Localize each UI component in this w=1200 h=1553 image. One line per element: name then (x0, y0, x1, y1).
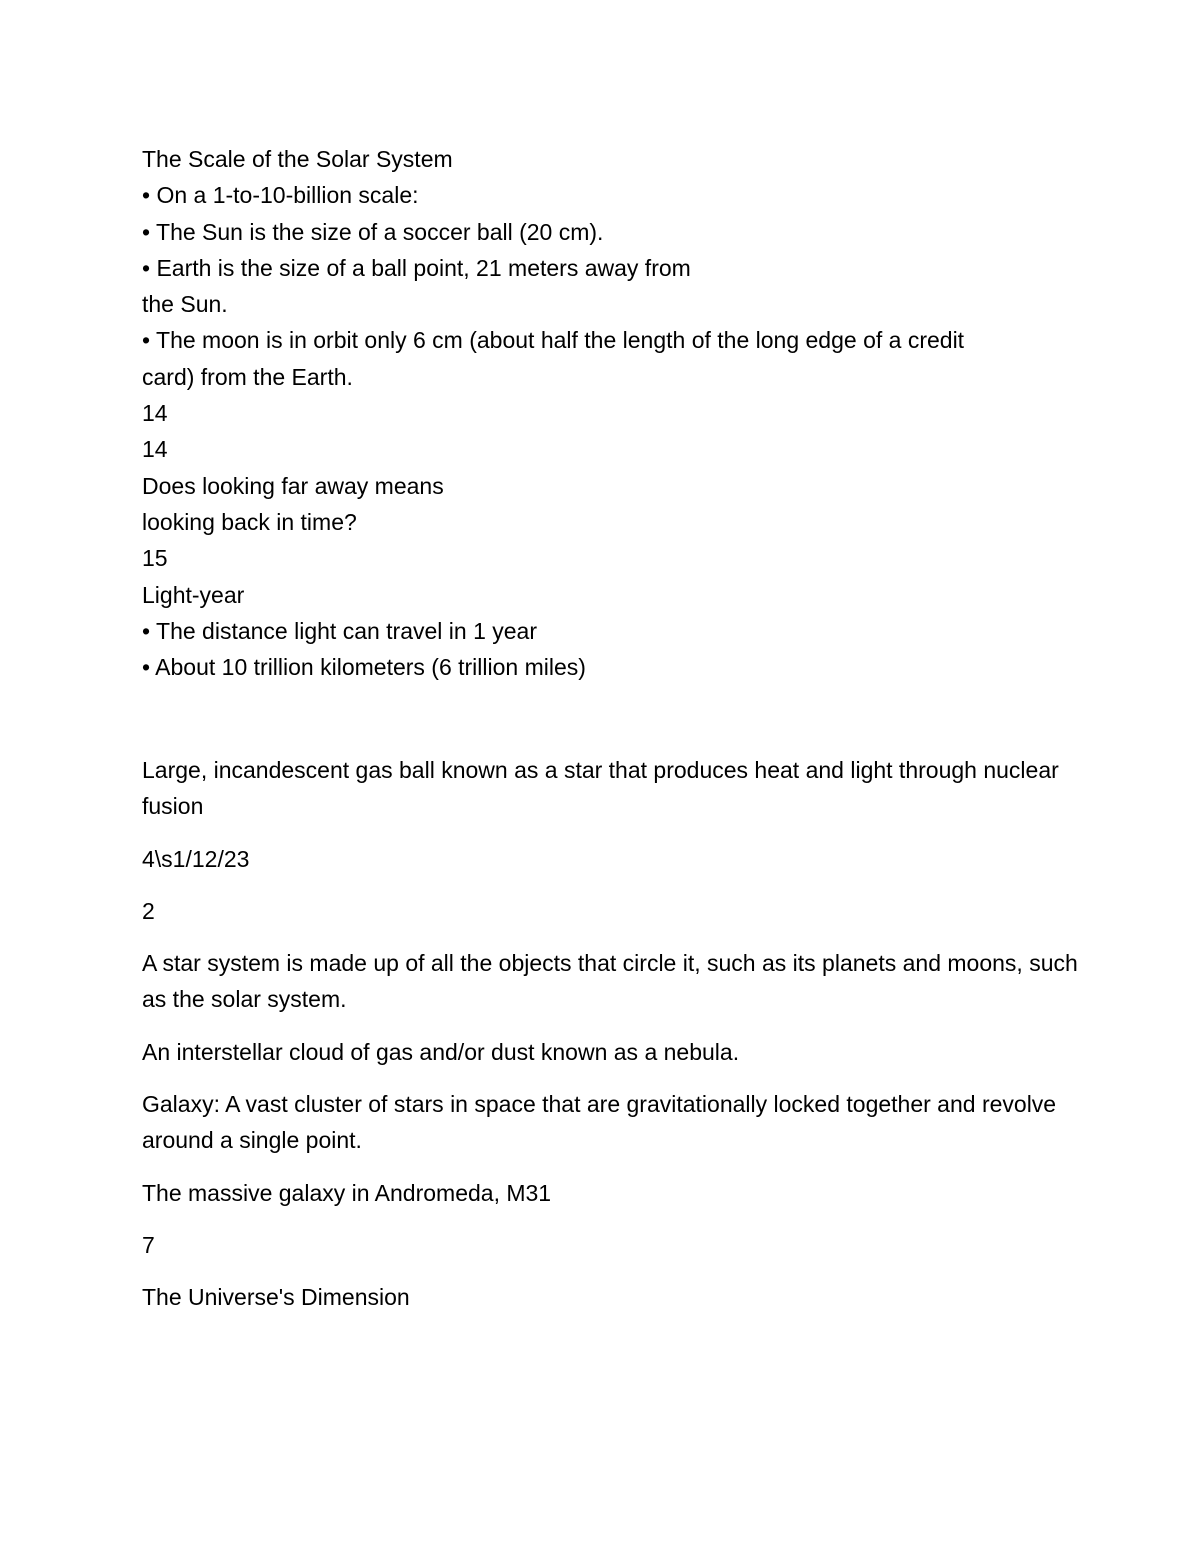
bullet-line: • The Sun is the size of a soccer ball (20 cm). (142, 218, 604, 245)
paragraph-number: 7 (142, 1231, 155, 1258)
paragraph-number: 2 (142, 897, 155, 924)
paragraph-universe-dimension: The Universe's Dimension (142, 1284, 410, 1311)
text-line: Does looking far away means (142, 472, 444, 499)
slide-number: 15 (142, 545, 168, 572)
paragraph-andromeda: The massive galaxy in Andromeda, M31 (142, 1179, 552, 1206)
heading-scale-solar-system: The Scale of the Solar System (142, 146, 453, 172)
text-line: looking back in time? (142, 508, 357, 535)
text-line: card) from the Earth. (142, 363, 353, 390)
paragraph-star-system: A star system is made up of all the objects that circle it, such as its planets and moons, such as the solar system. (142, 950, 1078, 1013)
paragraph-date: 4\s1/12/23 (142, 845, 250, 872)
slide-number: 14 (142, 400, 168, 427)
slide-notes-block (142, 141, 1102, 685)
paragraph-star-definition: Large, incandescent gas ball known as a star that produces heat and light through nuclear fusion (142, 757, 1059, 820)
slide-number: 14 (142, 436, 168, 463)
bullet-line: • On a 1-to-10-billion scale: (142, 182, 419, 209)
bullet-line: • The moon is in orbit only 6 cm (about half the length of the long edge of a credit (142, 327, 965, 354)
paragraph-galaxy: Galaxy: A vast cluster of stars in space that are gravitationally locked together and revolve around a single point. (142, 1091, 1057, 1154)
paragraphs-block (142, 752, 1102, 1332)
heading-light-year: Light-year (142, 581, 245, 608)
bullet-line: • The distance light can travel in 1 year (142, 617, 538, 644)
bullet-line: • About 10 trillion kilometers (6 trillion miles) (142, 654, 586, 681)
bullet-line: • Earth is the size of a ball point, 21 meters away from (142, 254, 691, 281)
paragraph-nebula: An interstellar cloud of gas and/or dust known as a nebula. (142, 1038, 740, 1065)
text-line: the Sun. (142, 291, 228, 318)
